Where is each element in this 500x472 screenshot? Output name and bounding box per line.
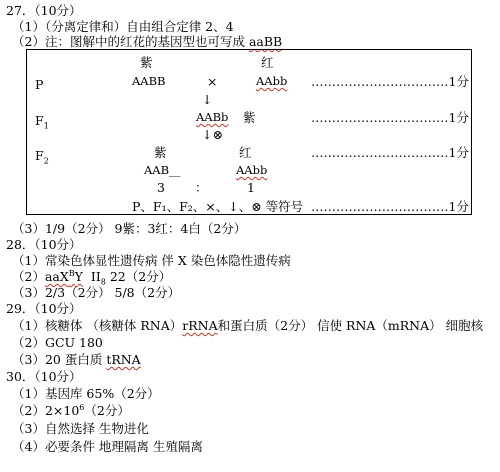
q30-answer-2-a: （2）2×10 xyxy=(12,403,80,418)
gen-f1-sub: 1 xyxy=(43,121,49,131)
q27-answer-2-genotype: aaBB xyxy=(248,34,283,49)
p-red-label: 红 xyxy=(261,55,274,70)
q28-answer-1: （1）常染色体显性遗传病 伴 X 染色体隐性遗传病 xyxy=(12,253,291,268)
q28-answer-2-rest: 22（2分） xyxy=(105,269,172,284)
q28-genotype-sup: B xyxy=(68,268,75,278)
q27-answer-1: （1）（分离定律和）自由组合定律 2、4 xyxy=(12,19,234,34)
q28-answer-2-prefix: （2） xyxy=(12,269,45,284)
p-purple-label: 紫 xyxy=(140,55,153,70)
q28-individual: II xyxy=(90,269,101,284)
cross-diagram-box xyxy=(26,49,472,215)
q28-header: 28．（10分） xyxy=(6,237,82,252)
gen-f1-label xyxy=(35,113,49,131)
selfing-arrow: ↓⊗ xyxy=(202,127,223,142)
gen-f1-letter: F xyxy=(35,113,44,128)
q29-answer-2: （2）GCU 180 xyxy=(12,335,103,350)
q29-answer-1-c: 和蛋白质（2分） 信使 RNA（mRNA） 细胞核 xyxy=(217,318,484,333)
q30-answer-1: （1）基因库 65%（2分） xyxy=(12,386,160,401)
ratio-left: 3 xyxy=(157,180,165,195)
f2-purple-label: 紫 xyxy=(154,145,167,160)
f2-genotype-left: AAB__ xyxy=(144,163,181,177)
q29-answer-1 xyxy=(12,318,483,334)
score-4: ……………………………1分 xyxy=(311,199,469,214)
f1-purple-label: 紫 xyxy=(243,110,256,125)
q30-answer-4: （4）必要条件 地理隔离 生殖隔离 xyxy=(12,439,203,454)
q28-genotype-base: aaX xyxy=(44,269,69,284)
q28-genotype-y: Y xyxy=(74,269,83,284)
ratio-right: 1 xyxy=(247,180,255,195)
gen-p-label: P xyxy=(35,77,44,92)
q28-answer-2 xyxy=(12,269,171,285)
q29-answer-1-a: （1）核糖体 （核糖体 RNA） xyxy=(12,318,183,333)
arrow-p-to-f1: ↓ xyxy=(202,92,213,107)
q29-header: 29．（10分） xyxy=(6,301,82,316)
q30-answer-2-exp: 6 xyxy=(79,402,85,412)
q29-rrna: rRNA xyxy=(182,318,218,333)
score-3: ……………………………1分 xyxy=(311,145,469,160)
gen-f2-letter: F xyxy=(35,148,44,163)
symbols-note: P、F₁、F₂、×、↓、⊗ 等符号 xyxy=(132,199,304,214)
p-genotype-left: AABB xyxy=(132,74,166,88)
q30-answer-2 xyxy=(12,403,130,419)
ratio-colon: ： xyxy=(195,180,208,195)
f1-genotype: AABb xyxy=(196,110,229,124)
f2-red-label: 红 xyxy=(239,145,252,160)
q28-individual-sub: 8 xyxy=(100,277,106,287)
gen-f2-label xyxy=(35,148,49,166)
q28-answer-3: （3）2/3（2分） 5/8（2分） xyxy=(12,285,181,300)
score-2: ……………………………1分 xyxy=(311,110,469,125)
f2-genotype-right: AAbb xyxy=(236,163,268,177)
q27-answer-2-text: （2）注：图解中的红花的基因型也可写成 xyxy=(12,34,249,49)
q27-answer-3: （3）1/9（2分） 9紫：3红：4白（2分） xyxy=(12,221,247,236)
q27-header: 27．（10分） xyxy=(6,3,82,18)
q28-genotype xyxy=(45,269,83,284)
q30-header: 30．（10分） xyxy=(6,369,82,384)
score-1: ……………………………1分 xyxy=(311,74,469,89)
p-genotype-right: AAbb xyxy=(256,74,288,88)
q30-answer-2-b: （2分） xyxy=(84,403,130,418)
cross-symbol: × xyxy=(207,74,218,89)
q27-answer-2 xyxy=(12,34,282,50)
q30-answer-3: （3）自然选择 生物进化 xyxy=(12,421,149,436)
gen-f2-sub: 2 xyxy=(43,156,49,166)
q29-trna: tRNA xyxy=(106,352,141,367)
q29-answer-3 xyxy=(12,352,141,368)
q29-answer-3-a: （3）20 蛋白质 xyxy=(12,352,107,367)
